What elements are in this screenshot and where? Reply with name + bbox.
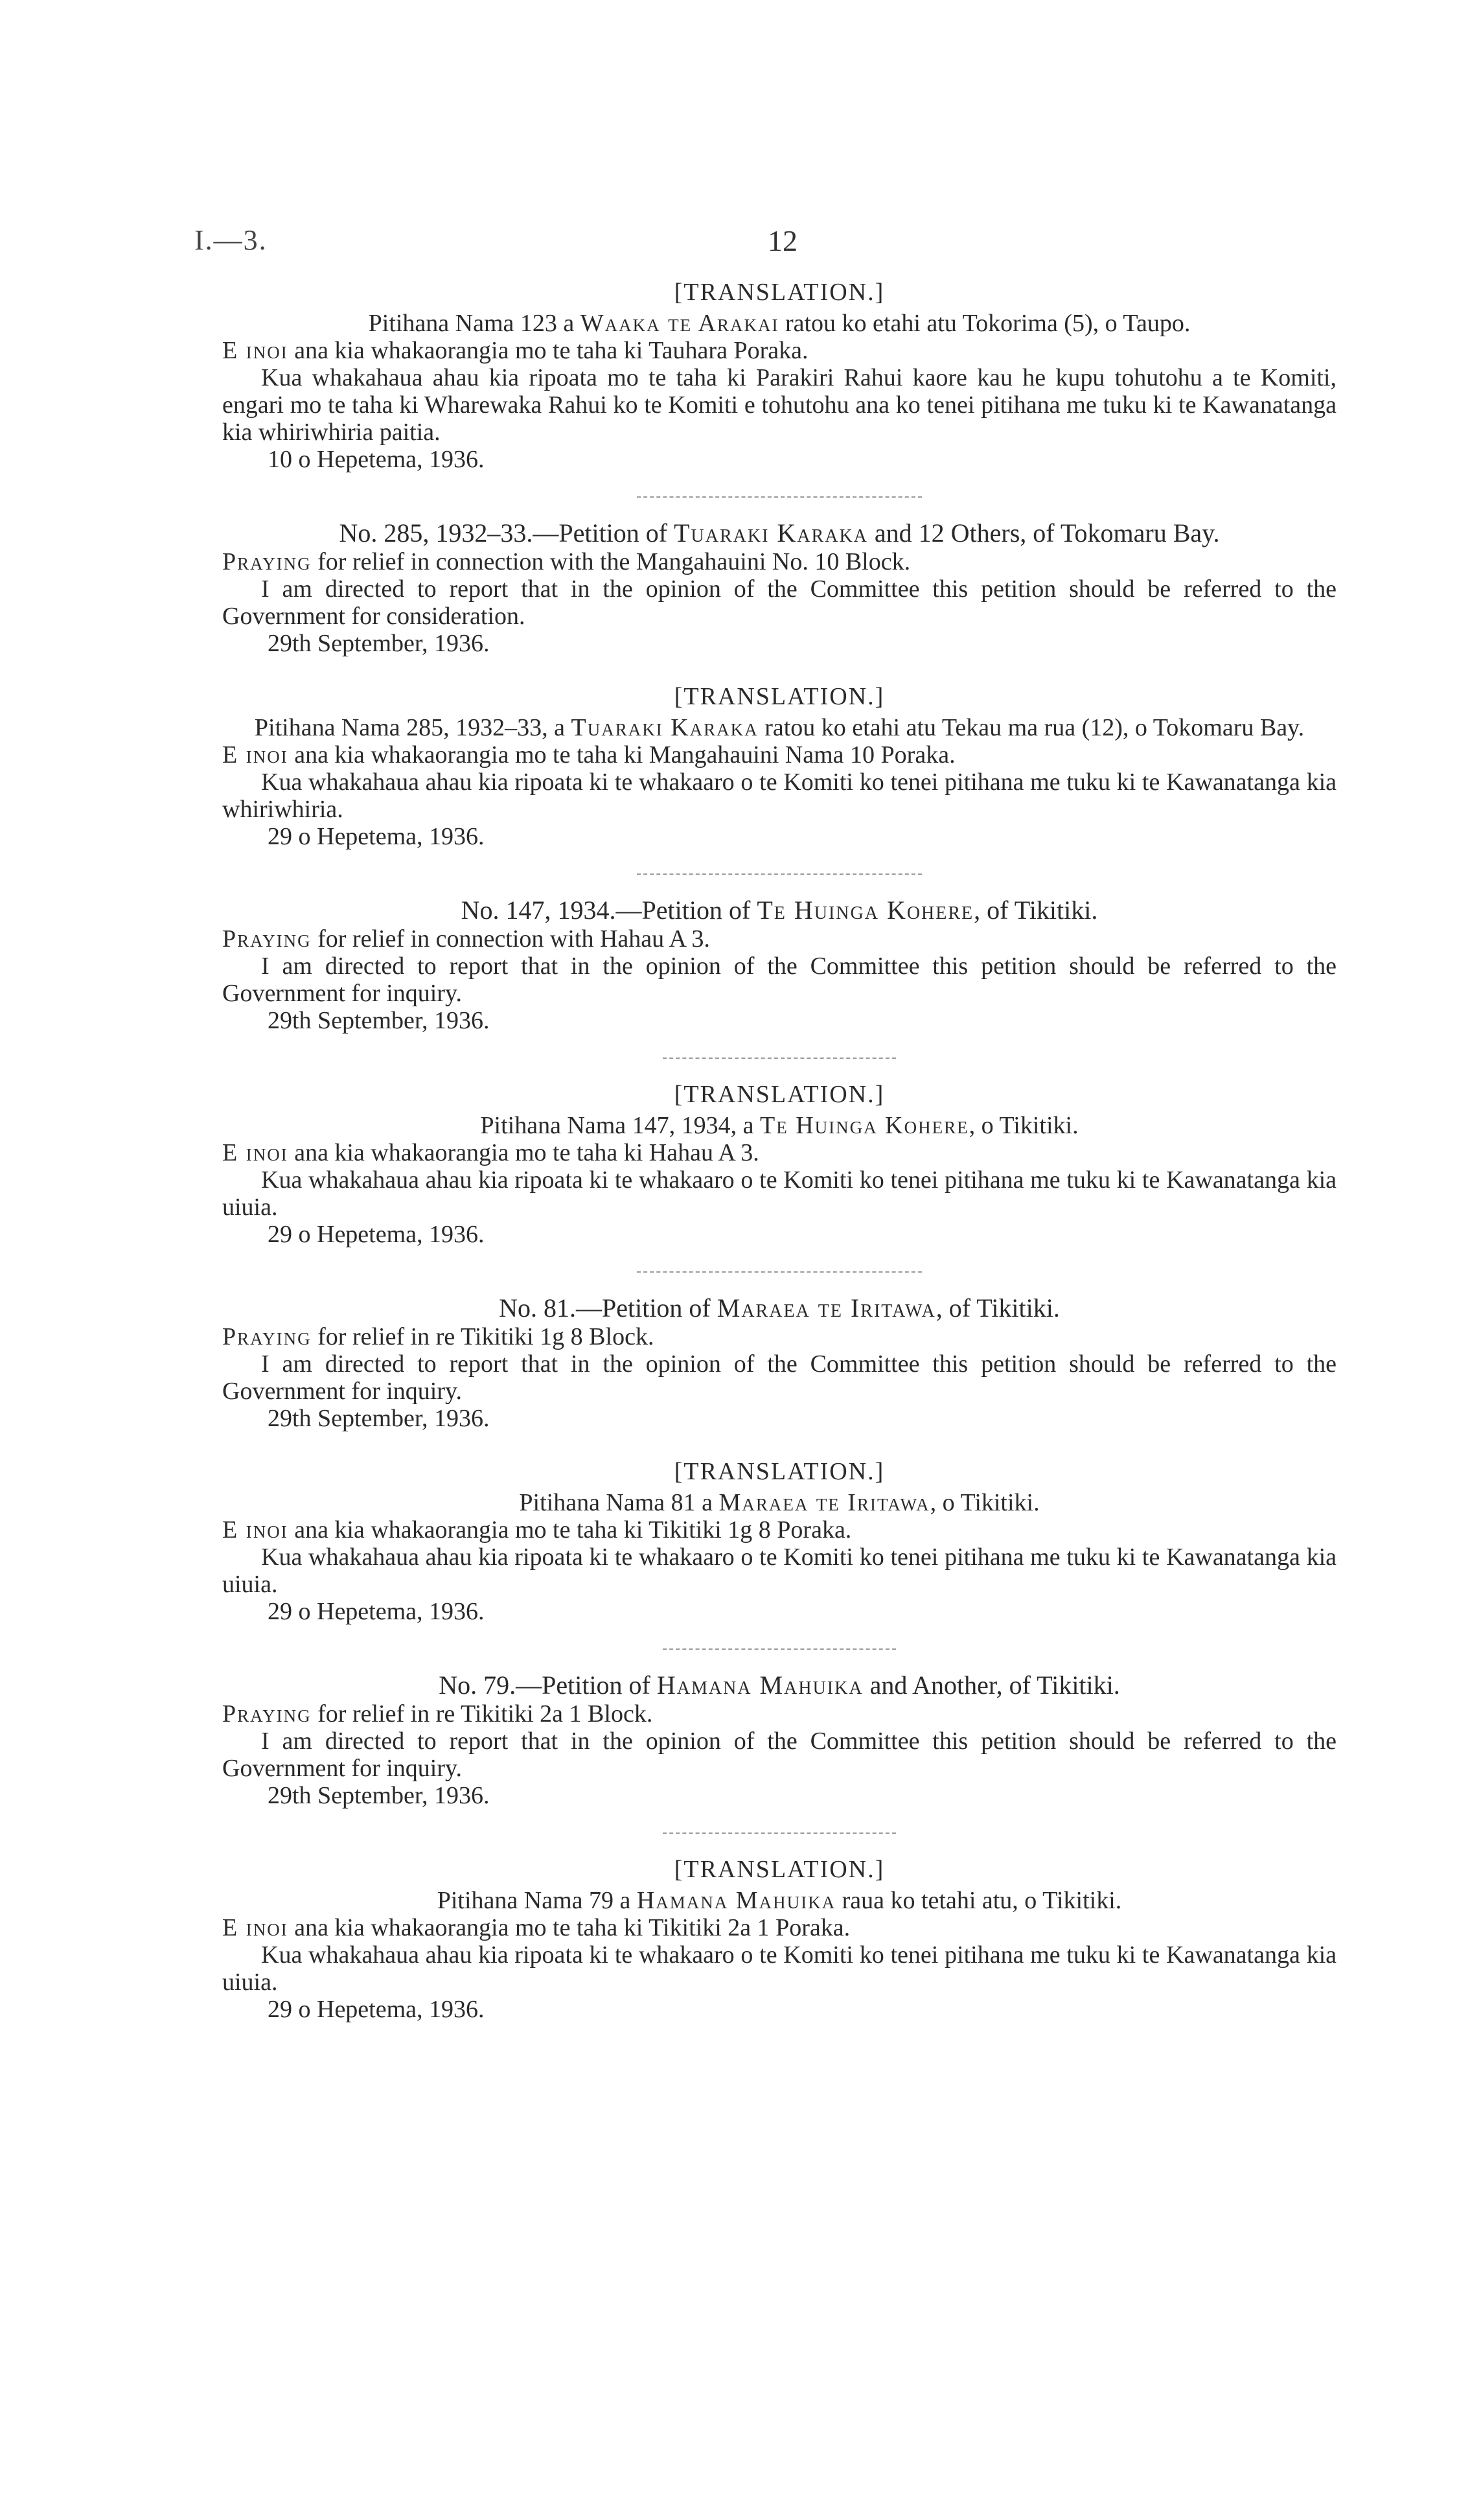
report-body: Kua whakahaua ahau kia ripoata mo te taha ki Parakiri Rahui kaore kau he kupu tohutohu a te Komiti, engari mo te taha ki Wharewaka Rahui ko te Komiti e tohutohu ana ko tenei pitihana me tuku ki te Kawanatanga kia whiriwhiria paitia.	[222, 364, 1337, 446]
petition-section-285	[222, 520, 1337, 657]
report-body: I am directed to report that in the opinion of the Committee this petition should be referred to the Government for inquiry.	[222, 953, 1337, 1007]
translation-title: Pitihana Nama 79 a Hamana Mahuika raua ko tetahi atu, o Tikitiki.	[437, 1887, 1122, 1914]
praying-line: Praying for relief in connection with the Mangahauini No. 10 Block.	[222, 548, 911, 575]
section-divider	[637, 873, 922, 875]
petitioner-name: Waaka te Arakai	[580, 310, 779, 337]
page-number: 12	[768, 224, 798, 257]
petition-heading: No. 285, 1932–33.—Petition of Tuaraki Karaka and 12 Others, of Tokomaru Bay.	[339, 518, 1220, 548]
translation-title: Pitihana Nama 123 a Waaka te Arakai ratou ko etahi atu Tokorima (5), o Taupo.	[368, 310, 1191, 337]
document-reference: I.—3.	[194, 224, 268, 256]
section-divider	[637, 496, 922, 498]
translation-title: Pitihana Nama 285, 1932–33, a Tuaraki Karaka ratou ko etahi atu Tekau ma rua (12), o Tokomaru Bay.	[254, 714, 1305, 741]
inoi-line: E inoi ana kia whakaorangia mo te taha ki Tikitiki 2a 1 Poraka.	[222, 1914, 851, 1941]
report-date: 29 o Hepetema, 1936.	[268, 1598, 485, 1625]
praying-line: Praying for relief in re Tikitiki 2a 1 Block.	[222, 1700, 653, 1728]
report-date: 29 o Hepetema, 1936.	[268, 1996, 485, 2023]
petitioner-name: Maraea te Iritawa	[717, 1293, 936, 1323]
translation-label: [TRANSLATION.]	[674, 279, 885, 306]
petitioner-name: Te Huinga Kohere	[757, 896, 974, 925]
report-body: Kua whakahaua ahau kia ripoata ki te whakaaro o te Komiti ko tenei pitihana me tuku ki te Kawanatanga kia uiuia.	[222, 1941, 1337, 1996]
translation-section-79	[222, 1856, 1337, 2023]
petitioner-name: Tuaraki Karaka	[674, 518, 868, 548]
report-date: 29 o Hepetema, 1936.	[268, 1221, 485, 1248]
inoi-line: E inoi ana kia whakaorangia mo te taha ki Hahau A 3.	[222, 1139, 759, 1166]
praying-line: Praying for relief in re Tikitiki 1g 8 Block.	[222, 1323, 654, 1350]
petition-section-79	[222, 1672, 1337, 1809]
translation-section-123	[222, 279, 1337, 473]
report-date: 10 o Hepetema, 1936.	[268, 446, 485, 473]
inoi-line: E inoi ana kia whakaorangia mo te taha ki Mangahauini Nama 10 Poraka.	[222, 741, 956, 769]
section-divider	[663, 1648, 896, 1650]
translation-label: [TRANSLATION.]	[674, 1081, 885, 1108]
translation-title: Pitihana Nama 81 a Maraea te Iritawa, o Tikitiki.	[519, 1489, 1040, 1516]
translation-label: [TRANSLATION.]	[674, 683, 885, 710]
translation-section-81	[222, 1458, 1337, 1625]
report-body: I am directed to report that in the opinion of the Committee this petition should be referred to the Government for inquiry.	[222, 1350, 1337, 1405]
page-content	[222, 279, 1337, 2023]
translation-section-285	[222, 683, 1337, 850]
petitioner-name: Te Huinga Kohere	[760, 1112, 969, 1139]
report-date: 29th September, 1936.	[268, 1782, 490, 1809]
petition-section-81	[222, 1295, 1337, 1432]
petition-heading: No. 147, 1934.—Petition of Te Huinga Kohere, of Tikitiki.	[461, 896, 1098, 925]
report-body: Kua whakahaua ahau kia ripoata ki te whakaaro o te Komiti ko tenei pitihana me tuku ki te Kawanatanga kia uiuia.	[222, 1543, 1337, 1598]
petitioner-name: Hamana Mahuika	[656, 1670, 864, 1700]
report-body: I am directed to report that in the opinion of the Committee this petition should be referred to the Government for consideration.	[222, 575, 1337, 630]
inoi-line: E inoi ana kia whakaorangia mo te taha ki Tauhara Poraka.	[222, 337, 809, 364]
petitioner-name: Hamana Mahuika	[636, 1887, 836, 1914]
report-date: 29th September, 1936.	[268, 630, 490, 657]
report-body: Kua whakahaua ahau kia ripoata ki te whakaaro o te Komiti ko tenei pitihana me tuku ki te Kawanatanga kia whiriwhiria.	[222, 769, 1337, 823]
translation-section-147	[222, 1081, 1337, 1248]
translation-label: [TRANSLATION.]	[674, 1856, 885, 1883]
inoi-line: E inoi ana kia whakaorangia mo te taha ki Tikitiki 1g 8 Poraka.	[222, 1516, 852, 1543]
report-date: 29th September, 1936.	[268, 1007, 490, 1034]
section-divider	[637, 1271, 922, 1273]
petitioner-name: Maraea te Iritawa	[718, 1489, 930, 1516]
report-body: Kua whakahaua ahau kia ripoata ki te whakaaro o te Komiti ko tenei pitihana me tuku ki te Kawanatanga kia uiuia.	[222, 1166, 1337, 1221]
praying-line: Praying for relief in connection with Hahau A 3.	[222, 925, 710, 953]
section-divider	[663, 1058, 896, 1059]
petitioner-name: Tuaraki Karaka	[571, 714, 759, 741]
section-divider	[663, 1832, 896, 1834]
petition-heading: No. 81.—Petition of Maraea te Iritawa, of Tikitiki.	[499, 1293, 1060, 1323]
report-date: 29 o Hepetema, 1936.	[268, 823, 485, 850]
report-body: I am directed to report that in the opinion of the Committee this petition should be referred to the Government for inquiry.	[222, 1728, 1337, 1782]
report-date: 29th September, 1936.	[268, 1405, 490, 1432]
petition-heading: No. 79.—Petition of Hamana Mahuika and Another, of Tikitiki.	[439, 1670, 1120, 1700]
petition-section-147	[222, 897, 1337, 1034]
translation-title: Pitihana Nama 147, 1934, a Te Huinga Kohere, o Tikitiki.	[480, 1112, 1079, 1139]
translation-label: [TRANSLATION.]	[674, 1458, 885, 1485]
